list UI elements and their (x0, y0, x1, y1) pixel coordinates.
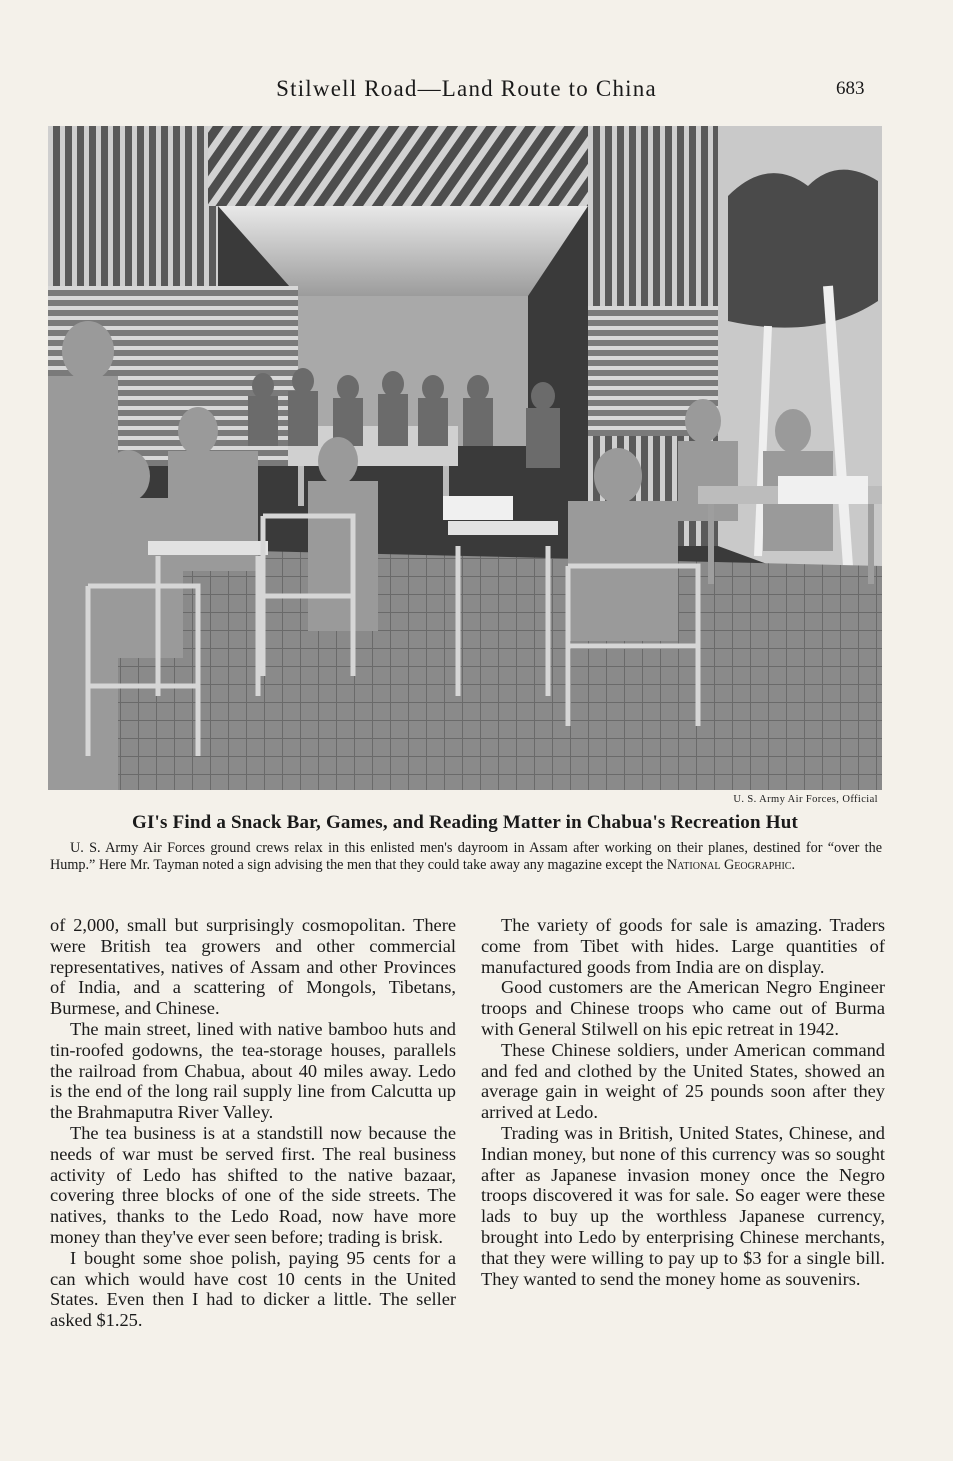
body-paragraph: I bought some shoe polish, paying 95 cents for a can which would have cost 10 cents in the United States. Even then I had to dicker a little. The seller asked $1.25. (50, 1247, 456, 1331)
running-head (0, 74, 953, 106)
caption-title: GI's Find a Snack Bar, Games, and Reading Matter in Chabua's Recreation Hut (131, 812, 798, 833)
caption-paragraph (50, 840, 882, 874)
caption-text-main: U. S. Army Air Forces ground crews relax in this enlisted men's dayroom in Assam after working on their planes, destined for “over the Hump.” Here Mr. Tayman noted a sign advising the men that they could take away any magazine except the (50, 840, 882, 873)
right-column (481, 915, 885, 1289)
body-paragraph: The main street, lined with native bamboo huts and tin-roofed godowns, the tea-storage houses, parallels the railroad from Chabua, about 40 miles away. Ledo is the end of the long rail supply line from Calcutta up the Brahmaputra River Valley. (50, 1018, 456, 1123)
body-paragraph: of 2,000, small but surprisingly cosmopolitan. There were British tea growers and other commercial representatives, natives of Assam and other Provinces of India, and a scattering of Mongols, Tibetans, Burmese, and Chinese. (50, 915, 456, 1019)
photo-credit: U. S. Army Air Forces, Official (733, 794, 878, 805)
body-paragraph: These Chinese soldiers, under American command and fed and clothed by the United States, showed an average gain in weight of 25 pounds soon after they arrived at Ledo. (481, 1039, 885, 1123)
body-paragraph: The variety of goods for sale is amazing. Traders come from Tibet with hides. Large quantities of manufactured goods from India are on display. (481, 915, 885, 977)
body-paragraph: Good customers are the American Negro Engineer troops and Chinese troops who came out of Burma with General Stilwell on his epic retreat in 1942. (481, 977, 885, 1039)
page-number: 683 (836, 78, 865, 99)
photograph-illustration (48, 126, 882, 790)
running-title: Stilwell Road—Land Route to China (276, 76, 657, 101)
body-paragraph: The tea business is at a standstill now because the needs of war must be served first. The real business activity of Ledo has shifted to the native bazaar, covering three blocks of one of the side streets. The natives, thanks to the Ledo Road, now have more money than they've ever seen before; trading is brisk. (50, 1122, 456, 1247)
left-column (50, 915, 456, 1331)
caption-text-smallcaps: National Geographic (666, 857, 792, 873)
caption-text (50, 840, 882, 874)
recreation-hut-photograph (48, 126, 882, 790)
body-paragraph: Trading was in British, United States, Chinese, and Indian money, but none of this currency was so sought after as Japanese invasion money once the Negro troops discovered it was for sale. So eager were these lads to buy up the worthless Japanese currency, brought into Ledo by enterprising Chinese merchants, that they were willing to pay up to $3 for a single bill. They wanted to send the money home as souvenirs. (481, 1122, 885, 1289)
caption-text-end: . (791, 857, 796, 873)
